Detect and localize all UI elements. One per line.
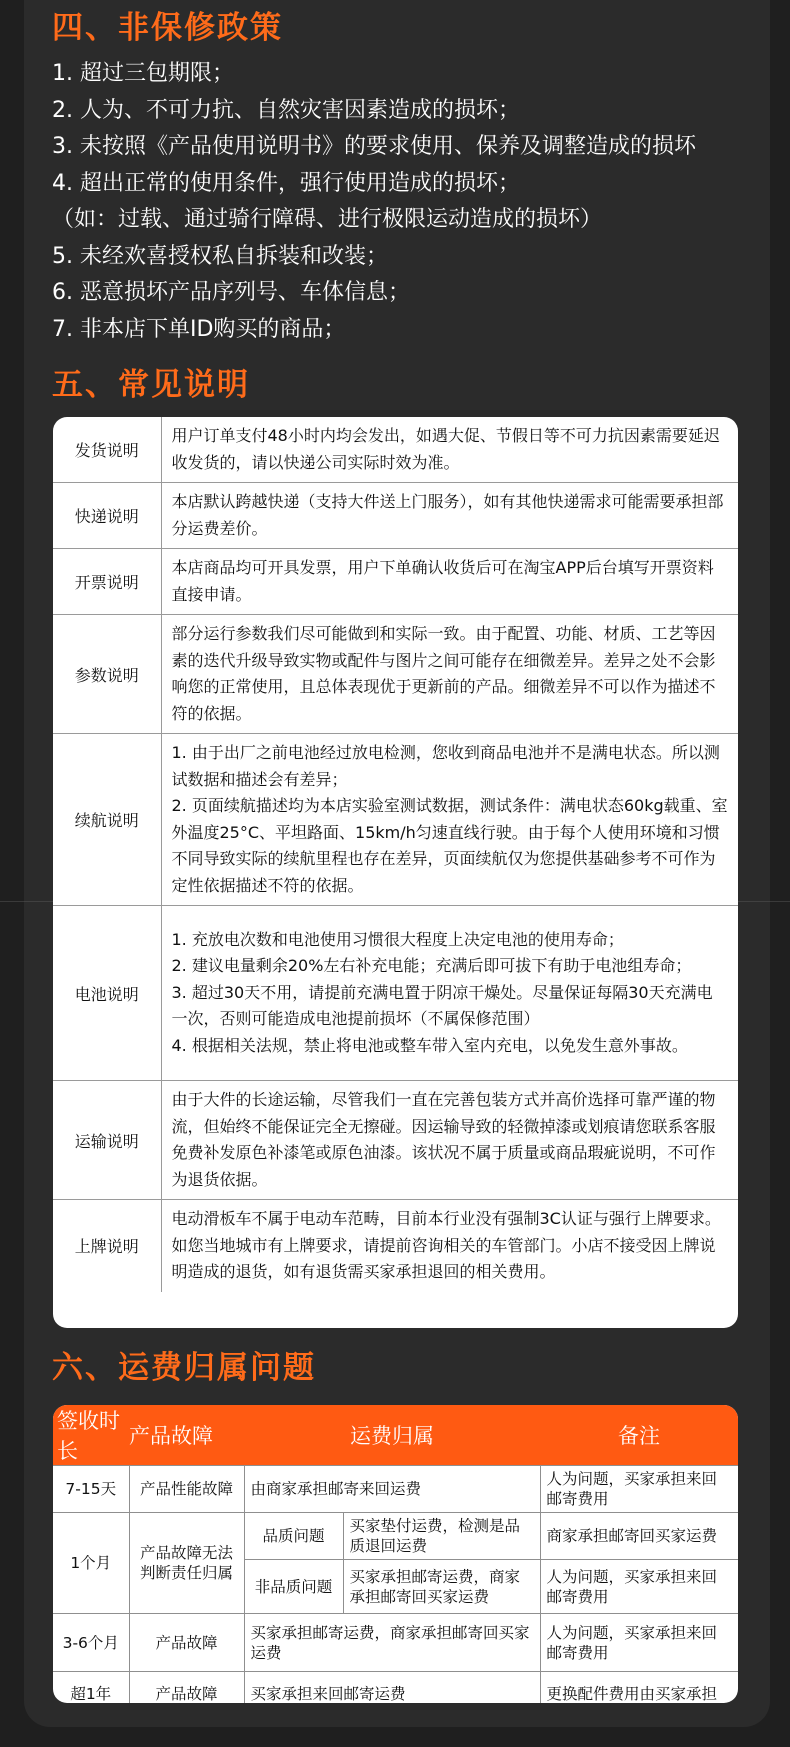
row-label: 运输说明 [53, 1081, 161, 1200]
row-text: 部分运行参数我们尽可能做到和实际一致。由于配置、功能、材质、工艺等因素的迭代升级导致实物或配件与图片之间可能存在细微差异。差异之处不会影响您的正常使用，且总体表现优于更新前的产品。细微差异不可以作为描述不符的依据。 [161, 615, 738, 734]
row-text: 1. 充放电次数和电池使用习惯很大程度上决定电池的使用寿命； 2. 建议电量剩余20%左右补充电能；充满后即可拔下有助于电池组寿命； 3. 超过30天不用，请提前充满电置于阴凉干燥处。尽量保证每隔30天充满电一次，否则可能造成电池提前损坏（不属保修范围） 4. 根据相关法规，禁止将电池或整车带入室内充电，以免发生意外事故。 [161, 906, 738, 1081]
cell-note: 人为问题，买家承担来回邮寄费用 [540, 1560, 738, 1614]
shipping-table [53, 1405, 738, 1703]
cell-time: 7-15天 [53, 1466, 129, 1513]
shipping-card [53, 1405, 738, 1703]
row-text: 电动滑板车不属于电动车范畴，目前本行业没有强制3C认证与强行上牌要求。如您当地城市有上牌要求，请提前咨询相关的车管部门。小店不接受因上牌说明造成的退货，如有退货需买家承担退回的相关费用。 [161, 1200, 738, 1292]
row-text: 本店商品均可开具发票，用户下单确认收货后可在淘宝APP后台填写开票资料直接申请。 [161, 549, 738, 615]
row-label: 快递说明 [53, 483, 161, 549]
header-fault: 产品故障 [129, 1405, 244, 1466]
faq-table [53, 417, 738, 1292]
cell-fee: 买家承担邮寄运费，商家承担邮寄回买家运费 [343, 1560, 540, 1614]
cell-fault: 产品故障 [129, 1672, 244, 1704]
header-note: 备注 [540, 1405, 738, 1466]
table-row [53, 906, 738, 1081]
row-label: 续航说明 [53, 734, 161, 906]
cell-fault: 产品故障无法判断责任归属 [129, 1513, 244, 1614]
table-row [53, 734, 738, 906]
row-label: 开票说明 [53, 549, 161, 615]
cell-fee: 买家承担来回邮寄运费 [244, 1672, 540, 1704]
row-label: 发货说明 [53, 417, 161, 483]
cell-note: 商家承担邮寄回买家运费 [540, 1513, 738, 1560]
table-row [53, 483, 738, 549]
section-title-non-warranty: 四、非保修政策 [52, 10, 283, 46]
list-item: （如：过载、通过骑行障碍、进行极限运动造成的损坏） [52, 207, 603, 232]
list-item: 6. 恶意损坏产品序列号、车体信息； [52, 280, 410, 305]
row-label: 参数说明 [53, 615, 161, 734]
table-row [53, 1466, 738, 1513]
cell-time: 超1年 [53, 1672, 129, 1704]
table-row [53, 1081, 738, 1200]
section-title-faq: 五、常见说明 [52, 367, 250, 403]
table-row [53, 1513, 738, 1560]
cell-note: 人为问题，买家承担来回邮寄费用 [540, 1466, 738, 1513]
cell-sub-category: 非品质问题 [244, 1560, 343, 1614]
cell-note: 人为问题，买家承担来回邮寄费用 [540, 1614, 738, 1672]
cell-fault: 产品故障 [129, 1614, 244, 1672]
cell-fault: 产品性能故障 [129, 1466, 244, 1513]
cell-time: 1个月 [53, 1513, 129, 1614]
list-item: 5. 未经欢喜授权私自拆装和改装； [52, 243, 388, 269]
table-row [53, 1672, 738, 1704]
section-title-shipping: 六、运费归属问题 [52, 1350, 316, 1386]
cell-note: 更换配件费用由买家承担 [540, 1672, 738, 1704]
faq-card [53, 417, 738, 1328]
cell-fee: 由商家承担邮寄来回运费 [244, 1466, 540, 1513]
row-text: 由于大件的长途运输，尽管我们一直在完善包装方式并高价选择可靠严谨的物流，但始终不能保证完全无擦碰。因运输导致的轻微掉漆或划痕请您联系客服免费补发原色补漆笔或原色油漆。该状况不属于质量或商品瑕疵说明，不可作为退货依据。 [161, 1081, 738, 1200]
table-row [53, 417, 738, 483]
row-text: 1. 由于出厂之前电池经过放电检测，您收到商品电池并不是满电状态。所以测试数据和描述会有差异； 2. 页面续航描述均为本店实验室测试数据，测试条件：满电状态60kg载重、室外温度25°C、平坦路面、15km/h匀速直线行驶。由于每个人使用环境和习惯不同导致实际的续航里程也存在差异，页面续航仅为您提供基础参考不可作为定性依据描述不符的依据。 [161, 734, 738, 906]
list-item: 4. 超出正常的使用条件，强行使用造成的损坏； [52, 170, 520, 196]
cell-fee: 买家垫付运费，检测是品质退回运费 [343, 1513, 540, 1560]
cell-time: 3-6个月 [53, 1614, 129, 1672]
list-item: 3. 未按照《产品使用说明书》的要求使用、保养及调整造成的损坏 [52, 134, 696, 159]
shipping-header-row [53, 1405, 738, 1466]
row-label: 电池说明 [53, 906, 161, 1081]
table-row [53, 549, 738, 615]
table-row [53, 615, 738, 734]
table-row [53, 1200, 738, 1292]
row-label: 上牌说明 [53, 1200, 161, 1292]
row-text: 本店默认跨越快递（支持大件送上门服务），如有其他快递需求可能需要承担部分运费差价。 [161, 483, 738, 549]
header-fee: 运费归属 [244, 1405, 540, 1466]
list-item: 2. 人为、不可力抗、自然灾害因素造成的损坏； [52, 97, 520, 123]
table-row [53, 1614, 738, 1672]
cell-sub-category: 品质问题 [244, 1513, 343, 1560]
list-item: 7. 非本店下单ID购买的商品； [52, 316, 346, 342]
row-text: 用户订单支付48小时内均会发出，如遇大促、节假日等不可力抗因素需要延迟收发货的，请以快递公司实际时效为准。 [161, 417, 738, 483]
header-time: 签收时长 [53, 1405, 129, 1466]
list-item: 1. 超过三包期限； [52, 61, 234, 86]
non-warranty-list [52, 56, 696, 348]
cell-fee: 买家承担邮寄运费，商家承担邮寄回买家运费 [244, 1614, 540, 1672]
